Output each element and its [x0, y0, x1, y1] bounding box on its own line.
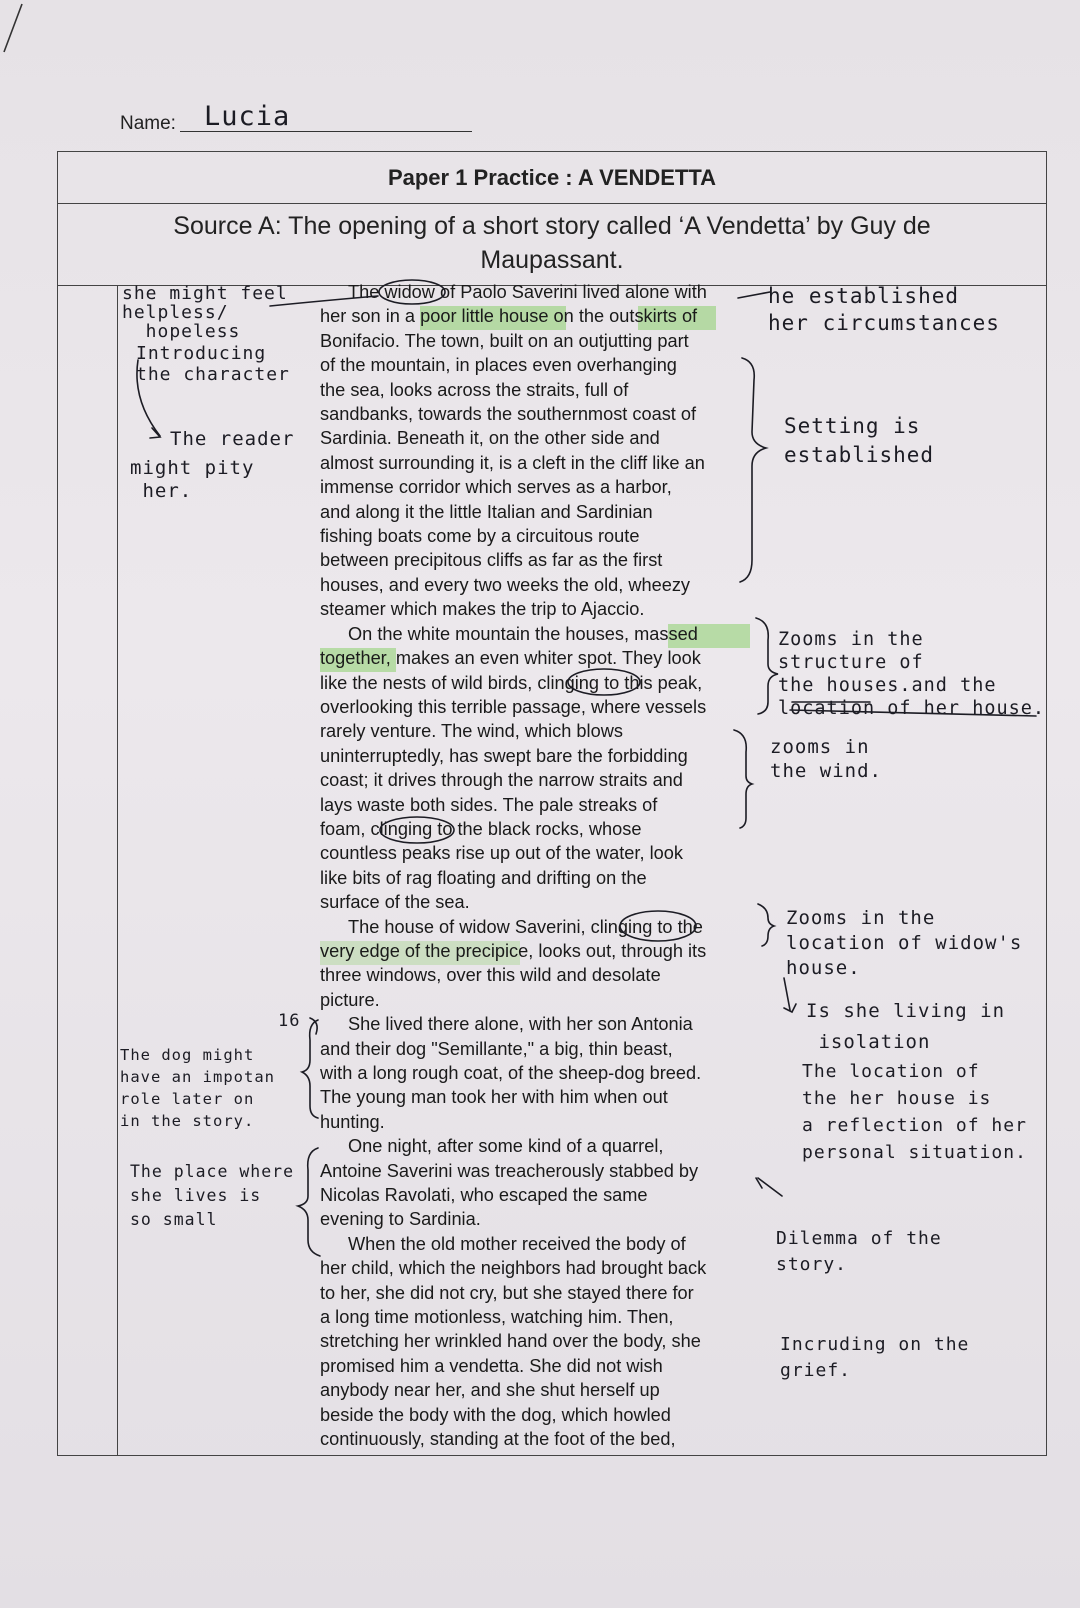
passage-line: three windows, over this wild and desolate: [320, 965, 661, 986]
passage-line: overlooking this terrible passage, where vessels: [320, 696, 707, 717]
note-number-16: 16: [278, 1011, 301, 1031]
passage-line: and their dog "Semillante," a big, thin beast,: [320, 1038, 673, 1059]
passage-line: houses, and every two weeks the old, wheezy: [320, 574, 691, 595]
title-row: [58, 152, 1046, 204]
note-might-pity: might pity her.: [130, 457, 255, 502]
name-label: Name:: [120, 113, 176, 134]
passage-line: hunting.: [320, 1111, 385, 1132]
left-margin-column-divider: [117, 285, 118, 1455]
passage-line: like bits of rag floating and drifting on the: [320, 867, 647, 888]
note-setting-established: Setting is established: [784, 414, 935, 467]
story-passage: [320, 280, 770, 1452]
passage-line: The young man took her with him when out: [320, 1087, 668, 1108]
passage-line: evening to Sardinia.: [320, 1209, 481, 1230]
note-reflection: The location of the her house is a reflection of her personal situation.: [802, 1061, 1027, 1163]
passage-line: almost surrounding it, is a cleft in the cliff like an: [320, 452, 705, 473]
note-helpless: she might feel helpless/ hopeless: [122, 283, 288, 342]
note-introducing-character: Introducing the character: [136, 343, 290, 385]
passage-line: On the white mountain the houses, massed: [320, 622, 770, 646]
subtitle-row: [58, 203, 1046, 286]
student-name: Lucia: [204, 101, 291, 132]
passage-line: immense corridor which serves as a harbor,: [320, 477, 672, 498]
passage-line: fishing boats come by a circuitous route: [320, 526, 640, 547]
passage-line: countless peaks rise up out of the water, look: [320, 843, 683, 864]
passage-line: continuously, standing at the foot of the bed,: [320, 1429, 676, 1450]
passage-line: steamer which makes the trip to Ajaccio.: [320, 599, 645, 620]
passage-line: coast; it drives through the narrow straits and: [320, 770, 683, 791]
passage-line: promised him a vendetta. She did not wish: [320, 1355, 663, 1376]
note-isolation: Is she living in isolation: [806, 1000, 1006, 1053]
note-zooms-location: Zooms in the location of widow's house.: [786, 907, 1023, 979]
passage-line: of the mountain, in places even overhanging: [320, 355, 677, 376]
passage-line: her child, which the neighbors had brought back: [320, 1258, 707, 1279]
passage-line: to her, she did not cry, but she stayed there for: [320, 1282, 694, 1303]
passage-line: Nicolas Ravolati, who escaped the same: [320, 1185, 648, 1206]
passage-line: picture.: [320, 989, 380, 1010]
passage-line: sandbanks, towards the southernmost coast of: [320, 404, 697, 425]
passage-line: The house of widow Saverini, clinging to the: [348, 916, 703, 937]
note-established-circumstances: he established her circumstances: [768, 284, 1000, 335]
passage-line: The widow of Paolo Saverini lived alone with: [348, 282, 707, 302]
passage-line: uninterruptedly, has swept bare the forbidding: [320, 745, 688, 766]
note-zooms-wind: zooms in the wind.: [770, 736, 882, 782]
source-subtitle: Source A: The opening of a short story called ‘A Vendetta’ by Guy de Maupassant.: [173, 212, 931, 274]
passage-line: a long time motionless, watching him. Then,: [320, 1307, 674, 1328]
passage-line: rarely venture. The wind, which blows: [320, 721, 623, 742]
passage-line: She lived there alone, with her son Antonia: [348, 1014, 693, 1035]
passage-line: anybody near her, and she shut herself up: [320, 1380, 660, 1401]
page-title: Paper 1 Practice : A VENDETTA: [387, 165, 717, 190]
passage-line: together, makes an even whiter spot. They look: [320, 646, 770, 670]
name-row: [120, 103, 480, 139]
passage-line: foam, clinging to the black rocks, whose: [320, 818, 642, 839]
passage-line: very edge of the precipice, looks out, through its: [320, 939, 770, 963]
corner-pen-mark: [0, 0, 60, 60]
passage-line: and along it the little Italian and Sardinian: [320, 501, 653, 522]
note-zooms-structure: Zooms in the structure of the houses.and the location of her house.: [778, 629, 1046, 719]
passage-line: lays waste both sides. The pale streaks of: [320, 794, 658, 815]
note-dilemma: Dilemma of the story.: [776, 1228, 942, 1275]
note-intruding-grief: Incruding on the grief.: [780, 1334, 970, 1381]
passage-line: with a long rough coat, of the sheep-dog breed.: [320, 1063, 702, 1083]
note-reader: The reader: [170, 428, 295, 450]
passage-line: When the old mother received the body of: [348, 1233, 686, 1254]
passage-line: Antoine Saverini was treacherously stabbed by: [320, 1160, 699, 1181]
passage-line: stretching her wrinkled hand over the body, she: [320, 1331, 701, 1352]
passage-line: surface of the sea.: [320, 892, 470, 913]
passage-line: between precipitous cliffs as far as the first: [320, 550, 663, 571]
passage-line: her son in a poor little house on the outskirts of: [320, 304, 770, 328]
passage-line: Sardinia. Beneath it, on the other side and: [320, 428, 660, 449]
passage-line: One night, after some kind of a quarrel,: [348, 1136, 664, 1157]
passage-line: Bonifacio. The town, built on an outjutting part: [320, 330, 689, 351]
passage-line: the sea, looks across the straits, full of: [320, 379, 629, 400]
note-place-small: The place where she lives is so small: [130, 1162, 295, 1229]
passage-line: like the nests of wild birds, clinging to this peak,: [320, 672, 703, 693]
passage-line: beside the body with the dog, which howled: [320, 1404, 671, 1425]
note-dog-role: The dog might have an impotan role later on in the story.: [120, 1046, 275, 1130]
